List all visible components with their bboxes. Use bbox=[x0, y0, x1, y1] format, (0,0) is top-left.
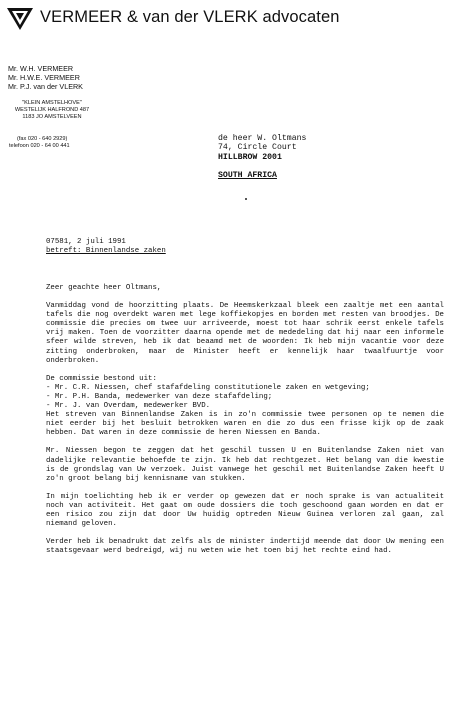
partner-list bbox=[8, 64, 83, 92]
paragraph: Vanmiddag vond de hoorzitting plaats. De Heemskerkzaal bleek een zaaltje met een aantal tafels die nog overdekt waren met lege koffiekopjes en borden met resten van broodjes. De commissie die precies om twee uur arriveerde, moest tot haar schrik eerst enkele tafels vrij maken. Toen de voorzitter daarna opende met de mededeling dat hij naar een informele sfeer wilde streven, heb ik dat beaamd met de woorden: Ik heb mijn vacantie voor deze zitting onderbroken, maar de Minister heeft er kennelijk haar twaalfuurtje voor onderbroken. bbox=[46, 302, 444, 365]
reference-block bbox=[46, 238, 166, 256]
office-city: 1183 JO AMSTELVEEN bbox=[22, 114, 82, 121]
office-address bbox=[9, 100, 95, 122]
committee-member: - Mr. P.H. Banda, medewerker van deze stafafdeling; bbox=[46, 392, 273, 401]
office-name: "KLEIN AMSTELHOVE" bbox=[22, 100, 82, 106]
partner-name: Mr. H.W.E. VERMEER bbox=[8, 73, 80, 83]
reference-subject: betreft: Binnenlandse zaken bbox=[46, 247, 166, 256]
committee-member: - Mr. C.R. Niessen, chef stafafdeling constitutionele zaken en wetgeving; bbox=[46, 383, 370, 392]
recipient-address bbox=[218, 134, 306, 181]
paragraph: Het streven van Binnenlandse Zaken is in zo'n commissie twee personen op te nemen die niet eerder bij het besluit betrokken waren en die zo dus een frisse kijk op de zaak hebben. Dat waren in deze commissie de heren Niessen en Banda. bbox=[46, 411, 444, 438]
recipient-city: HILLBROW 2001 bbox=[218, 152, 282, 162]
paragraph: In mijn toelichting heb ik er verder op gewezen dat er noch sprake is van actualiteit noch van activiteit. Het gaat om oude dossiers die toch geschoond gaan worden en dat er een risico zou zijn dat door Uw huidig optreden Nieuw Guinea verloren zal gaan, zal niemand geloven. bbox=[46, 492, 444, 529]
fax-number: (fax 020 - 640 2929) bbox=[17, 136, 68, 142]
office-street: WESTELIJK HALFROND 487 bbox=[14, 107, 90, 114]
salutation: Zeer geachte heer Oltmans, bbox=[46, 284, 162, 292]
firm-name: VERMEER & van der VLERK advocaten bbox=[40, 8, 340, 26]
committee-intro: De commissie bestond uit: bbox=[46, 374, 157, 383]
partner-name: Mr. W.H. VERMEER bbox=[8, 64, 74, 73]
recipient-name: de heer W. Oltmans bbox=[218, 134, 307, 143]
letter-body bbox=[46, 284, 444, 565]
firm-logo-icon bbox=[6, 7, 34, 31]
reference-date: 07581, 2 juli 1991 bbox=[46, 238, 126, 246]
paragraph: Verder heb ik benadrukt dat zelfs als de minister indertijd meende dat door Uw mening een staatsgevaar werd bedreigd, wij nu weten wie het toen bij het rechte eind had. bbox=[46, 538, 444, 556]
partner-name: Mr. P.J. van der VLERK bbox=[8, 82, 83, 92]
recipient-country: SOUTH AFRICA bbox=[218, 171, 277, 181]
paragraph: Mr. Niessen begon te zeggen dat het geschil tussen U en Buitenlandse Zaken niet van dadelijke relevantie behoefde te zijn. Ik heb dat rechtgezet. Het belang van die kwestie is de grondslag van Uw verzoek. Juist vanwege het geschil met Buitenlandse Zaken heeft U zo'n groot belang bij kennisname van stukken. bbox=[46, 447, 444, 483]
phone-number: telefoon 020 - 64 00 441 bbox=[9, 143, 70, 150]
committee-member: - Mr. J. van Overdam, medewerker BVD. bbox=[46, 402, 211, 411]
stray-dot bbox=[245, 198, 247, 200]
contact-details bbox=[9, 136, 70, 150]
recipient-street: 74, Circle Court bbox=[218, 143, 297, 153]
